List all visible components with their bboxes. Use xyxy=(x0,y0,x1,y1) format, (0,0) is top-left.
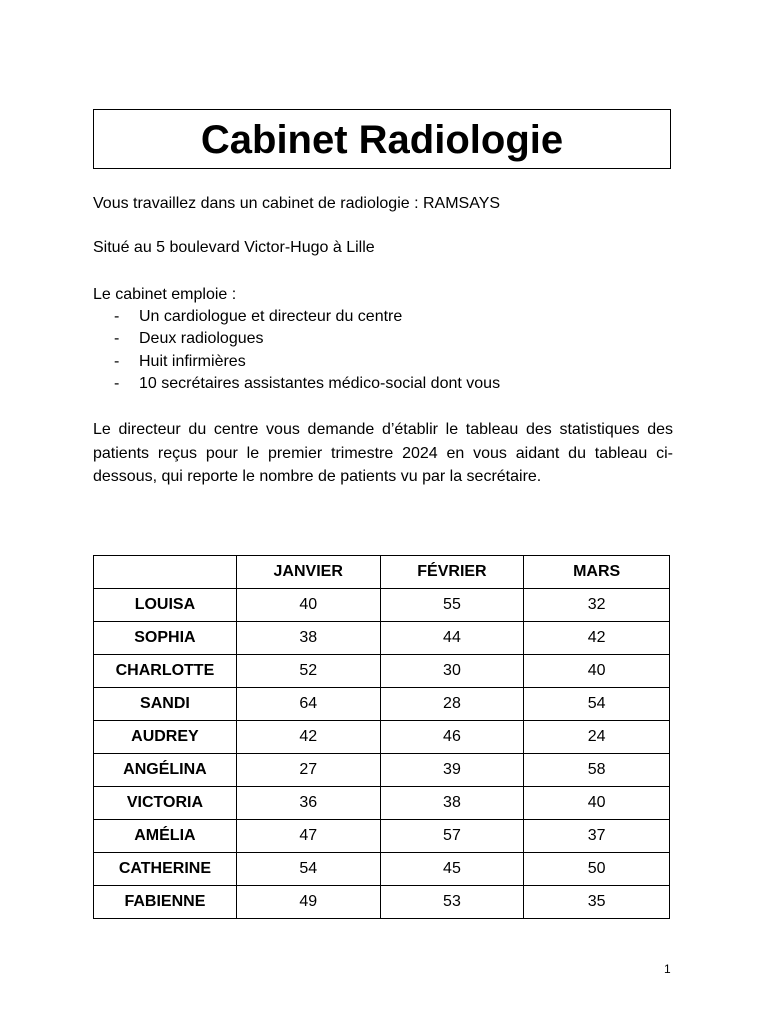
staff-item xyxy=(93,328,673,350)
header-cell-fevrier: FÉVRIER xyxy=(380,556,524,589)
staff-item xyxy=(93,351,673,373)
list-dash: - xyxy=(114,308,120,325)
title-box xyxy=(93,109,671,169)
value-cell: 24 xyxy=(524,721,670,754)
value-cell: 54 xyxy=(236,853,380,886)
list-dash: - xyxy=(114,352,120,370)
list-dash: - xyxy=(114,374,120,392)
value-cell: 28 xyxy=(380,688,524,721)
location-text: Situé au 5 boulevard Victor-Hugo à Lille xyxy=(93,239,375,256)
value-cell: 45 xyxy=(380,853,524,886)
value-cell: 54 xyxy=(524,688,670,721)
table-row xyxy=(94,754,670,787)
row-name-cell: ANGÉLINA xyxy=(94,754,237,787)
value-cell: 39 xyxy=(380,754,524,787)
staff-item-text: Deux radiologues xyxy=(139,330,264,348)
staff-list xyxy=(93,306,673,395)
patient-statistics-table xyxy=(93,555,670,919)
row-name-cell: AUDREY xyxy=(94,721,237,754)
staff-item xyxy=(93,373,673,395)
staff-item-text: Un cardiologue et directeur du centre xyxy=(139,308,403,325)
row-name-cell: FABIENNE xyxy=(94,886,237,919)
staff-item-text: 10 secrétaires assistantes médico-social dont vous xyxy=(139,374,501,392)
value-cell: 50 xyxy=(524,853,670,886)
row-name-cell: SANDI xyxy=(94,688,237,721)
table-row xyxy=(94,655,670,688)
table-row xyxy=(94,688,670,721)
page-number: 1 xyxy=(664,962,671,976)
value-cell: 57 xyxy=(380,820,524,853)
value-cell: 46 xyxy=(380,721,524,754)
employs-label: Le cabinet emploie : xyxy=(93,286,237,303)
table-header-row xyxy=(94,556,670,589)
value-cell: 32 xyxy=(524,589,670,622)
value-cell: 36 xyxy=(236,787,380,820)
row-name-cell: CATHERINE xyxy=(94,853,237,886)
value-cell: 42 xyxy=(236,721,380,754)
request-paragraph: Le directeur du centre vous demande d’établir le tableau des statistiques des patients reçus pour le premier trimestre 2024 en vous aidant du tableau ci-dessous, qui reporte le nombre de patients vu par la secrétaire. xyxy=(93,421,673,485)
row-name-cell: SOPHIA xyxy=(94,622,237,655)
table-row xyxy=(94,787,670,820)
row-name-cell: VICTORIA xyxy=(94,787,237,820)
value-cell: 53 xyxy=(380,886,524,919)
value-cell: 38 xyxy=(236,622,380,655)
table-row xyxy=(94,721,670,754)
value-cell: 35 xyxy=(524,886,670,919)
staff-item-text: Huit infirmières xyxy=(139,352,246,370)
value-cell: 49 xyxy=(236,886,380,919)
table-row xyxy=(94,853,670,886)
value-cell: 64 xyxy=(236,688,380,721)
table-row xyxy=(94,886,670,919)
value-cell: 40 xyxy=(524,655,670,688)
value-cell: 27 xyxy=(236,754,380,787)
value-cell: 42 xyxy=(524,622,670,655)
header-cell-mars: MARS xyxy=(524,556,670,589)
row-name-cell: AMÉLIA xyxy=(94,820,237,853)
value-cell: 38 xyxy=(380,787,524,820)
value-cell: 44 xyxy=(380,622,524,655)
value-cell: 58 xyxy=(524,754,670,787)
value-cell: 55 xyxy=(380,589,524,622)
table-row xyxy=(94,622,670,655)
value-cell: 37 xyxy=(524,820,670,853)
row-name-cell: LOUISA xyxy=(94,589,237,622)
page-title: Cabinet Radiologie xyxy=(200,118,564,162)
table-row xyxy=(94,820,670,853)
header-cell-janvier: JANVIER xyxy=(236,556,380,589)
value-cell: 52 xyxy=(236,655,380,688)
header-cell-empty xyxy=(94,556,237,589)
value-cell: 40 xyxy=(524,787,670,820)
row-name-cell: CHARLOTTE xyxy=(94,655,237,688)
value-cell: 40 xyxy=(236,589,380,622)
list-dash: - xyxy=(114,330,120,348)
intro-text: Vous travaillez dans un cabinet de radiologie : RAMSAYS xyxy=(93,195,501,212)
table-row xyxy=(94,589,670,622)
value-cell: 30 xyxy=(380,655,524,688)
staff-item xyxy=(93,306,673,328)
value-cell: 47 xyxy=(236,820,380,853)
